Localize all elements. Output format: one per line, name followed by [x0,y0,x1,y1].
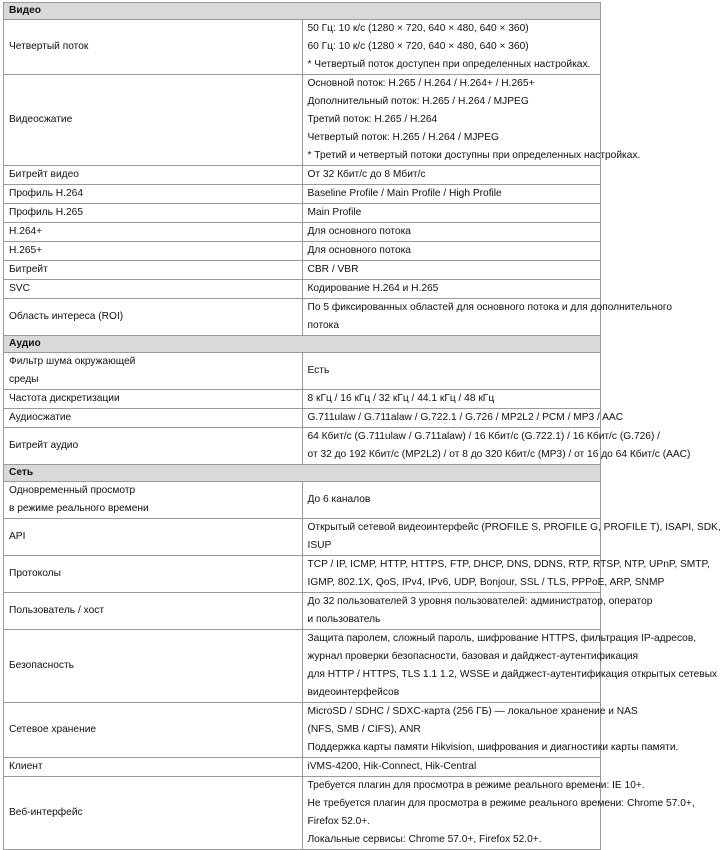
spec-value [302,20,601,75]
spec-row [4,75,601,166]
spec-row [4,519,601,556]
spec-value [302,299,673,336]
spec-row [4,204,601,223]
spec-value-line: До 6 каналов [307,494,371,505]
spec-value-line: Открытый сетевой видеоинтерфейс (PROFILE S, PROFILE G, PROFILE T), ISAPI, SDK, [307,522,721,533]
section-header [4,465,601,482]
spec-value-line: Защита паролем, сложный пароль, шифрование HTTPS, фильтрация IP-адресов, [307,633,697,644]
spec-value-line: TCP / IP, ICMP, HTTP, HTTPS, FTP, DHCP, DNS, DDNS, RTP, RTSP, NTP, UPnP, SMTP, [307,559,710,570]
spec-value-line: Дополнительный поток: H.265 / H.264 / MJPEG [307,96,529,107]
spec-label-text: Область интереса (ROI) [9,311,124,322]
spec-value-line: 64 Кбит/с (G.711ulaw / G.711alaw) / 16 Кбит/с (G.722.1) / 16 Кбит/с (G.726) / [307,431,661,442]
section-header [4,336,601,353]
spec-label-text: Протоколы [9,568,61,579]
spec-label [4,630,303,703]
spec-label [4,20,303,75]
spec-value [302,556,710,593]
spec-label-text: Видеосжатие [9,114,73,125]
spec-value-line: По 5 фиксированных областей для основного потока и для дополнительного [307,302,673,313]
spec-value [302,482,601,519]
spec-row [4,777,601,850]
spec-label [4,166,303,185]
spec-value [302,593,653,630]
spec-value-line: Firefox 52.0+. [307,816,371,827]
spec-value-line: 8 кГц / 16 кГц / 32 кГц / 44.1 кГц / 48 кГц [307,393,495,404]
spec-row [4,556,601,593]
spec-value-line: Основной поток: H.265 / H.264 / H.264+ / H.265+ [307,78,535,89]
spec-value-line: * Третий и четвертый потоки доступны при определенных настройках. [307,150,641,161]
spec-value [302,390,601,409]
spec-value-line: 60 Гц: 10 к/с (1280 × 720, 640 × 480, 640 × 360) [307,41,529,52]
spec-row [4,482,601,519]
spec-value [302,519,721,556]
spec-value-line: Есть [307,365,330,376]
spec-row [4,353,601,390]
spec-label-text: Веб-интерфейс [9,807,83,818]
spec-value [302,75,641,166]
spec-label-text: Битрейт аудио [9,440,79,451]
spec-value-line: * Четвертый поток доступен при определенных настройках. [307,59,591,70]
spec-value-line: Для основного потока [307,245,411,256]
spec-value [302,204,601,223]
spec-row [4,185,601,204]
spec-value-line: MicroSD / SDHC / SDXC-карта (256 ГБ) — локальное хранение и NAS [307,706,638,717]
spec-value-line: Поддержка карты памяти Hikvision, шифрования и диагностики карты памяти. [307,742,679,753]
spec-value-line: Кодирование H.264 и H.265 [307,283,439,294]
spec-value-line: Baseline Profile / Main Profile / High Profile [307,188,502,199]
spec-table-body [4,3,721,850]
spec-label [4,223,303,242]
spec-label [4,409,303,428]
spec-label-text: API [9,531,26,542]
spec-value-line: Main Profile [307,207,362,218]
spec-value [302,630,718,703]
section-title: Сеть [4,465,601,482]
spec-value [302,185,601,204]
spec-label-text: Безопасность [9,660,74,671]
spec-label [4,519,303,556]
spec-value [302,703,679,758]
spec-value-line: От 32 Кбит/с до 8 Мбит/с [307,169,426,180]
spec-label [4,185,303,204]
spec-label [4,242,303,261]
spec-row [4,166,601,185]
spec-label-text: Сетевое хранение [9,724,97,735]
spec-value [302,242,601,261]
spec-value [302,777,695,850]
section-title: Аудио [4,336,601,353]
spec-label-text: H.265+ [9,245,43,256]
spec-value-line: До 32 пользователей 3 уровня пользователей: администратор, оператор [307,596,653,607]
spec-value-line: iVMS-4200, Hik-Connect, Hik-Central [307,761,477,772]
spec-label [4,280,303,299]
spec-row [4,20,601,75]
spec-label [4,299,303,336]
spec-value-line: IGMP, 802.1X, QoS, IPv4, IPv6, UDP, Bonjour, SSL / TLS, PPPoE, ARP, SNMP [307,577,665,588]
spec-row [4,703,601,758]
spec-value [302,261,601,280]
spec-label [4,482,303,519]
spec-row [4,630,601,703]
spec-row [4,261,601,280]
spec-label-text: Частота дискретизации [9,393,120,404]
spec-label-text: Аудиосжатие [9,412,72,423]
spec-label [4,390,303,409]
spec-value-line: Локальные сервисы: Chrome 57.0+, Firefox 52.0+. [307,834,542,845]
spec-label [4,758,303,777]
spec-value-line: и пользователь [307,614,381,625]
spec-label-text: H.264+ [9,226,43,237]
spec-label-text: Клиент [9,761,43,772]
spec-label-line: среды [9,374,39,385]
spec-value-line: (NFS, SMB / CIFS), ANR [307,724,421,735]
spec-row [4,223,601,242]
spec-label-text: Четвертый поток [9,41,89,52]
spec-value-line: от 32 до 192 Кбит/с (MP2L2) / от 8 до 320 Кбит/с (MP3) / от 16 до 64 Кбит/с (AAC) [307,449,691,460]
spec-value-line: видеоинтерфейсов [307,687,400,698]
spec-label-text: SVC [9,283,30,294]
spec-value [302,280,601,299]
spec-value [302,223,601,242]
spec-label-text: Битрейт видео [9,169,79,180]
spec-value-line: Четвертый поток: H.265 / H.264 / MJPEG [307,132,499,143]
spec-value [302,758,601,777]
spec-label [4,428,303,465]
spec-value-line: для HTTP / HTTPS, TLS 1.1 1.2, WSSE и дайджест-аутентификация открытых сетевых [307,669,718,680]
spec-label [4,556,303,593]
spec-value-line: журнал проверки безопасности, базовая и дайджест-аутентификация [307,651,639,662]
spec-label-line: Одновременный просмотр [9,485,136,496]
spec-label-text: Профиль H.264 [9,188,83,199]
spec-label-line: Фильтр шума окружающей [9,356,136,367]
spec-value [302,428,691,465]
spec-label [4,777,303,850]
spec-label [4,593,303,630]
section-header [4,3,601,20]
spec-label-text: Битрейт [9,264,48,275]
spec-value-line: ISUP [307,540,332,551]
spec-label [4,703,303,758]
spec-label-line: в режиме реального времени [9,503,149,514]
spec-row [4,299,601,336]
spec-value [302,353,601,390]
spec-value-line: G.711ulaw / G.711alaw / G.722.1 / G.726 / MP2L2 / PCM / MP3 / AAC [307,412,624,423]
spec-value-line: потока [307,320,340,331]
spec-value [302,409,624,428]
spec-label [4,353,303,390]
spec-row [4,428,601,465]
spec-label-text: Пользователь / хост [9,605,105,616]
spec-value-line: Не требуется плагин для просмотра в режиме реального времени: Chrome 57.0+, [307,798,695,809]
spec-row [4,390,601,409]
spec-row [4,409,601,428]
spec-label [4,75,303,166]
spec-row [4,758,601,777]
spec-label-text: Профиль H.265 [9,207,83,218]
spec-row [4,593,601,630]
spec-table [3,2,721,850]
spec-row [4,242,601,261]
spec-label [4,204,303,223]
spec-value [302,166,601,185]
spec-value-line: CBR / VBR [307,264,359,275]
spec-value-line: Требуется плагин для просмотра в режиме реального времени: IE 10+. [307,780,645,791]
spec-row [4,280,601,299]
section-title: Видео [4,3,601,20]
spec-label [4,261,303,280]
spec-value-line: 50 Гц: 10 к/с (1280 × 720, 640 × 480, 640 × 360) [307,23,529,34]
spec-value-line: Для основного потока [307,226,411,237]
spec-value-line: Третий поток: H.265 / H.264 [307,114,438,125]
